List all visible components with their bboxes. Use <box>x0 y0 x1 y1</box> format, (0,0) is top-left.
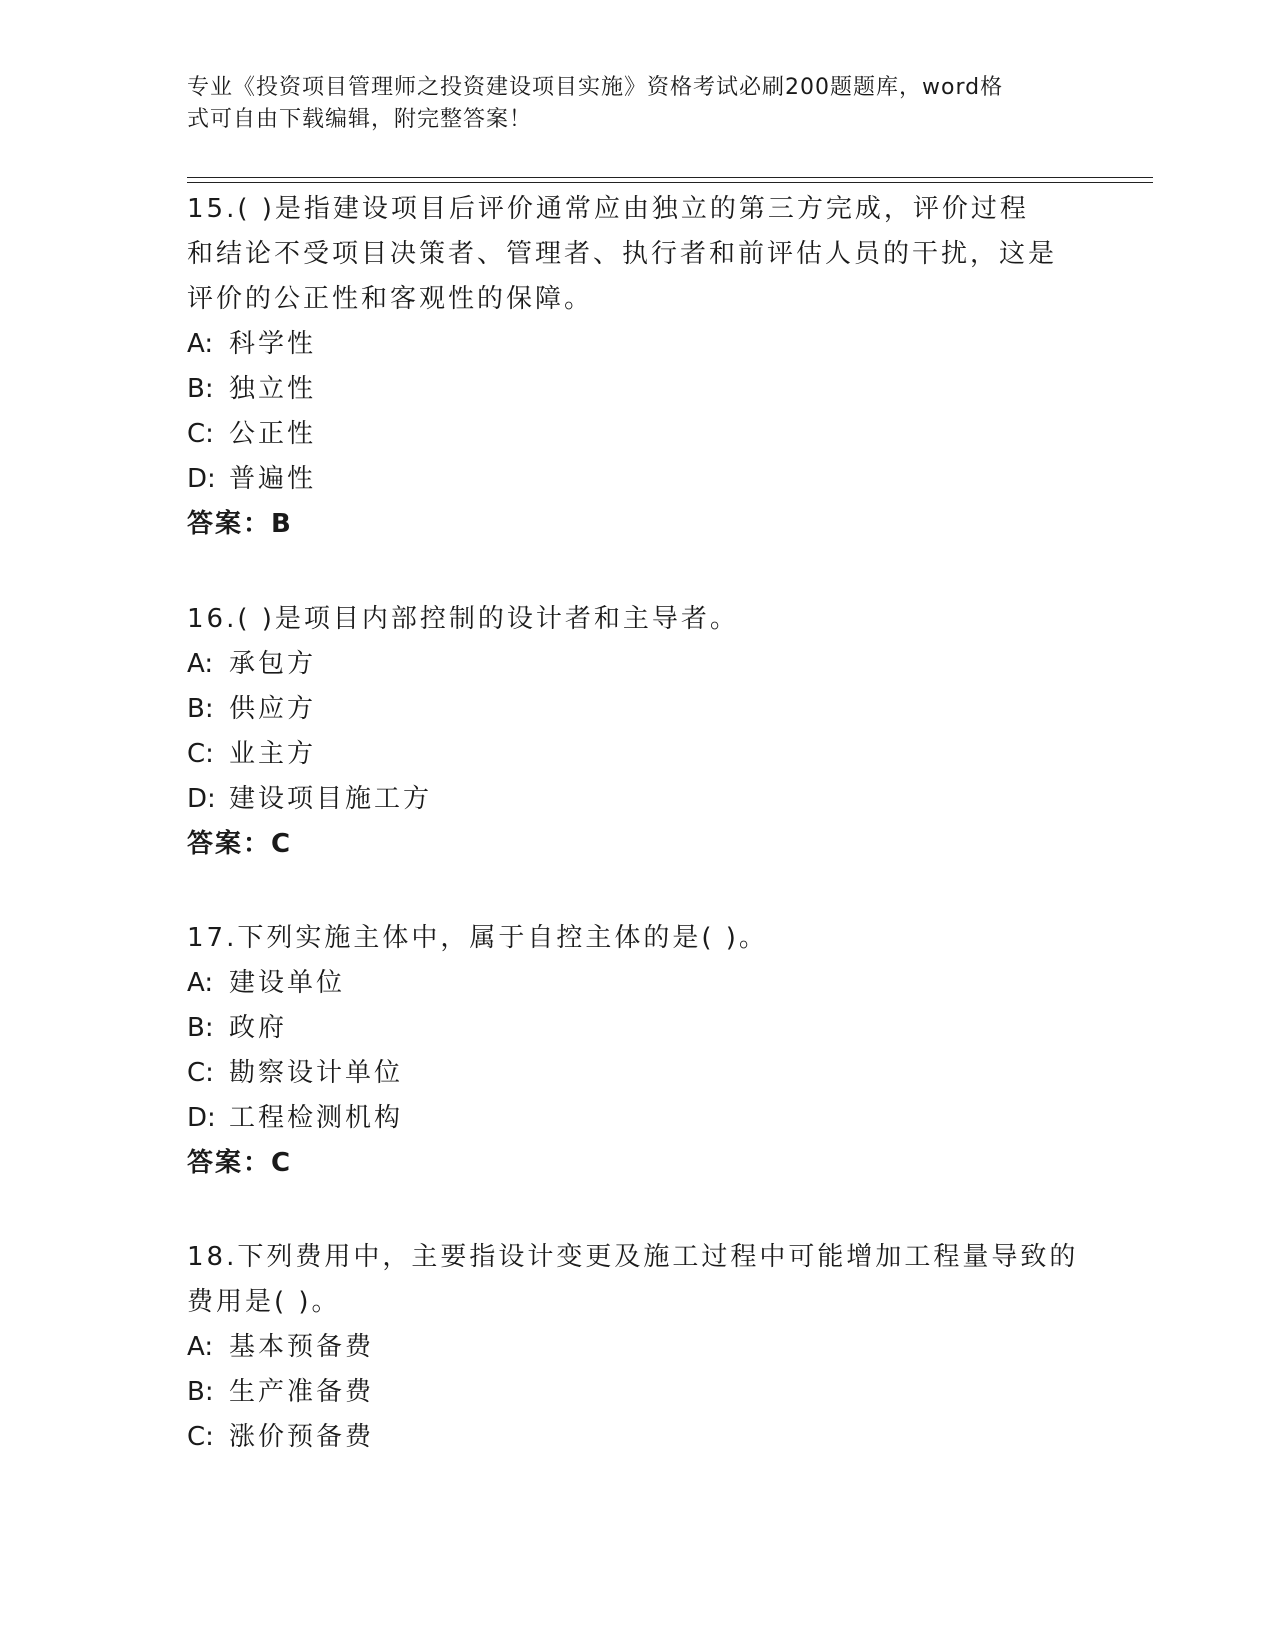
option-d <box>187 1096 1087 1141</box>
question-16 <box>187 597 1087 867</box>
option-text: 供应方 <box>229 694 317 724</box>
option-text: 业主方 <box>229 739 317 769</box>
option-b <box>187 1006 1087 1051</box>
option-c <box>187 1415 1087 1460</box>
header-line-1: 专业《投资项目管理师之投资建设项目实施》资格考试必刷200题题库，word格 <box>187 75 1004 100</box>
option-text: 生产准备费 <box>229 1377 375 1407</box>
option-key: B: <box>187 694 214 724</box>
option-a <box>187 961 1087 1006</box>
header-divider-top <box>187 177 1153 178</box>
option-key: C: <box>187 1422 214 1452</box>
option-key: B: <box>187 374 214 404</box>
option-key: A: <box>187 1332 214 1362</box>
option-key: D: <box>187 464 216 494</box>
option-a <box>187 322 1087 367</box>
option-key: D: <box>187 784 216 814</box>
option-a <box>187 1325 1087 1370</box>
answer-line: 答案：C <box>187 829 293 859</box>
option-a <box>187 642 1087 687</box>
option-text: 工程检测机构 <box>229 1103 404 1133</box>
option-text: 公正性 <box>229 419 317 449</box>
option-c <box>187 412 1087 457</box>
option-text: 基本预备费 <box>229 1332 375 1362</box>
question-stem-line: 17.下列实施主体中，属于自控主体的是( )。 <box>187 923 768 953</box>
option-key: D: <box>187 1103 216 1133</box>
option-text: 政府 <box>229 1013 288 1043</box>
option-text: 科学性 <box>229 329 317 359</box>
option-b <box>187 367 1087 412</box>
answer-line: 答案：C <box>187 1148 293 1178</box>
option-key: C: <box>187 1058 214 1088</box>
question-18 <box>187 1235 1087 1460</box>
question-stem-line: 费用是( )。 <box>187 1287 341 1317</box>
answer-line: 答案：B <box>187 509 293 539</box>
question-stem-line: 评价的公正性和客观性的保障。 <box>187 284 594 314</box>
question-17 <box>187 916 1087 1186</box>
option-key: C: <box>187 419 214 449</box>
document-header <box>187 72 1067 136</box>
option-text: 承包方 <box>229 649 317 679</box>
header-line-2: 式可自由下载编辑，附完整答案！ <box>187 107 533 132</box>
option-key: A: <box>187 968 214 998</box>
option-key: B: <box>187 1377 214 1407</box>
option-key: A: <box>187 329 214 359</box>
option-b <box>187 1370 1087 1415</box>
option-key: A: <box>187 649 214 679</box>
question-stem-line: 16.( )是项目内部控制的设计者和主导者。 <box>187 604 739 634</box>
option-d <box>187 457 1087 502</box>
option-key: C: <box>187 739 214 769</box>
option-c <box>187 732 1087 777</box>
option-b <box>187 687 1087 732</box>
question-stem-line: 和结论不受项目决策者、管理者、执行者和前评估人员的干扰，这是 <box>187 239 1058 269</box>
option-text: 建设项目施工方 <box>229 784 433 814</box>
option-d <box>187 777 1087 822</box>
option-text: 涨价预备费 <box>229 1422 375 1452</box>
option-text: 独立性 <box>229 374 317 404</box>
question-stem-line: 18.下列费用中，主要指设计变更及施工过程中可能增加工程量导致的 <box>187 1242 1079 1272</box>
option-text: 勘察设计单位 <box>229 1058 404 1088</box>
question-15 <box>187 187 1087 547</box>
option-text: 建设单位 <box>229 968 346 998</box>
option-c <box>187 1051 1087 1096</box>
option-key: B: <box>187 1013 214 1043</box>
option-text: 普遍性 <box>229 464 317 494</box>
question-stem-line: 15.( )是指建设项目后评价通常应由独立的第三方完成，评价过程 <box>187 194 1029 224</box>
header-divider-bottom <box>187 182 1153 183</box>
